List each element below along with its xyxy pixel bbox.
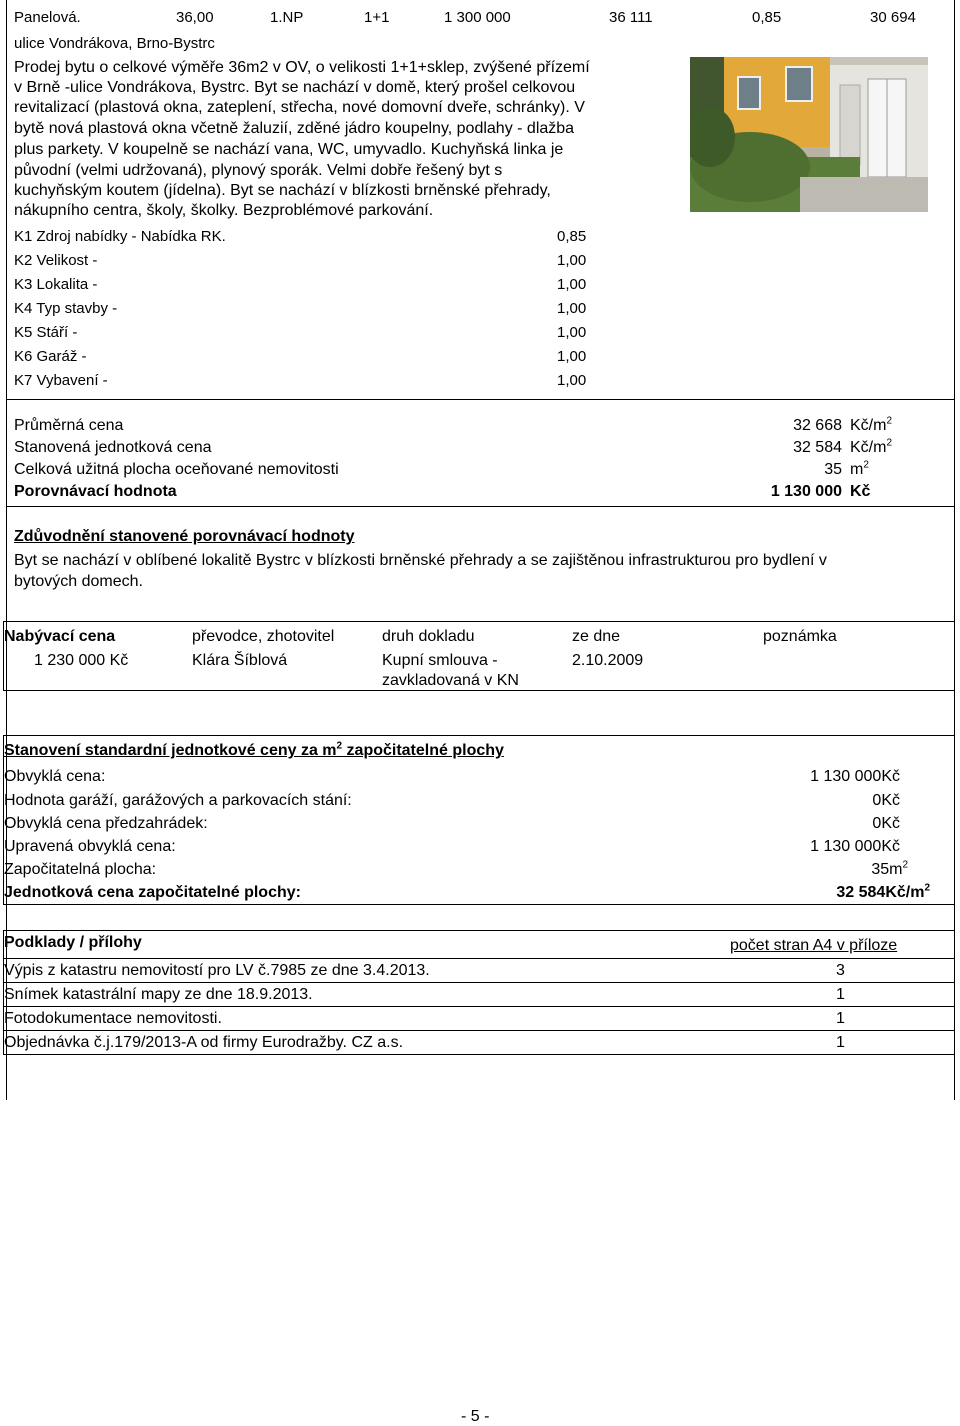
building-photo [690,57,928,212]
right-border [954,0,955,1100]
row-layout: 1+1 [364,9,390,26]
summary-unit: $Kč/m^2$ [850,437,893,456]
acq-who: Klára Šíblová [192,652,288,669]
summary-unit: $Kč/m^2$ [850,415,893,434]
summary-label: Průměrná cena [14,417,124,434]
standard-label: Obvyklá cena předzahrádek: [4,815,208,832]
coef-value: 1,00 [557,300,587,317]
summary-label: Celková užitná plocha oceňované nemovitosti [14,461,339,478]
standard-label: Upravená obvyklá cena: [4,838,176,855]
acq-doc: Kupní smlouva - [382,652,498,669]
coef-label: K6 Garáž - [14,348,87,365]
coef-value: 1,00 [557,252,587,269]
attachment-pages: 1 [836,1010,845,1027]
justification-text: Byt se nachází v oblíbené lokalitě Bystrc v blízkosti brněnské přehrady a se zajištěnou infrastrukturou pro bydlení v [14,552,827,569]
desc-line: v Brně -ulice Vondrákova, Bystrc. Byt se nachází v domě, který prošel celkovou [14,79,576,96]
row-coef: 0,85 [752,9,782,26]
acq-header-price: Nabývací cena [4,628,116,645]
standard-label: Započitatelná plocha: [4,861,157,878]
desc-line: Prodej bytu o celkové výměře 36m2 v OV, o velikosti 1+1+sklep, zvýšené přízemí [14,59,590,76]
acq-price: 1 230 000 Kč [34,652,129,669]
coef-label: K3 Lokalita - [14,276,98,293]
standard-value-total: 32 $584Kč/m^2$ [836,882,930,901]
attachment-label: Snímek katastrální mapy ze dne 18.9.2013. [4,986,313,1003]
summary-value: 32 584 [793,439,842,456]
listing-address: ulice Vondrákova, Brno-Bystrc [14,35,215,52]
desc-line: bytě nová plastová okna včetně žaluzií, zděné jádro koupelny, podlahy - dlažba [14,120,575,137]
coef-label: K4 Typ stavby - [14,300,118,317]
summary-label: Stanovená jednotková cena [14,439,212,456]
attachments-pages-header: počet stran A4 v příloze [730,937,898,954]
section-divider [6,399,955,400]
coef-label: K7 Vybavení - [14,372,108,389]
row-unit-price: 36 111 [609,9,653,26]
justification-title: Zdůvodnění stanovené porovnávací hodnoty [14,528,355,545]
summary-value: 32 668 [793,417,842,434]
desc-line: nákupního centra, školy, školky. Bezproblémové parkování. [14,202,434,219]
summary-value: 35 [824,461,842,478]
acq-doc: zavkladovaná v KN [382,672,519,689]
desc-line: původní (velmi udržovaná), plynový sporák. Velmi dobře řešený byt s [14,162,503,179]
acq-header-note: poznámka [763,628,837,645]
attachment-pages: 1 [836,986,845,1003]
acq-header-who: převodce, zhotovitel [192,628,335,645]
acq-date: 2.10.2009 [572,652,644,669]
standard-value: 0Kč [872,815,900,832]
attachments-header: Podklady / přílohy [4,934,142,951]
attachment-label: Fotodokumentace nemovitosti. [4,1010,222,1027]
acq-header-date: ze dne [572,628,621,645]
row-type: Panelová. [14,9,81,26]
coef-value: 1,00 [557,276,587,293]
row-adjusted-price: 30 694 [870,9,916,26]
attachment-label: Objednávka č.j.179/2013-A od firmy Eurodražby. CZ a.s. [4,1034,404,1051]
summary-unit-total: Kč [850,483,871,500]
standard-value: $35m^2$ [871,859,908,878]
standard-title: Stanovení standardní jednotkové ceny za $m^2$ započitatelné plochy [4,740,504,759]
attachment-pages: 3 [836,962,845,979]
row-floor: 1.NP [270,9,304,26]
coef-value: 1,00 [557,372,587,389]
attachment-label: Výpis z katastru nemovitostí pro LV č.7985 ze dne 3.4.2013. [4,962,430,979]
coef-label: K1 Zdroj nabídky - Nabídka RK. [14,228,226,245]
desc-line: kuchyňským koutem (jídelna). Byt se nachází v blízkosti brněnské přehrady, [14,182,551,199]
acq-header-doc: druh dokladu [382,628,475,645]
desc-line: revitalizací (plastová okna, zateplení, střecha, nové domovní dveře, schránky). V [14,99,585,116]
summary-label-total: Porovnávací hodnota [14,483,177,500]
coef-label: K2 Velikost - [14,252,98,269]
summary-unit: $m^2$ [850,459,869,478]
row-area: 36,00 [176,9,214,26]
row-price: 1 300 000 [444,9,511,26]
standard-label-total: Jednotková cena započitatelné plochy: [4,884,301,901]
standard-label: Hodnota garáží, garážových a parkovacích stání: [4,792,352,809]
coef-value: 1,00 [557,324,587,341]
standard-value: 0Kč [872,792,900,809]
justification-text: bytových domech. [14,573,143,590]
section-divider [6,506,955,507]
summary-value-total: 1 130 000 [770,483,842,500]
coef-value: 1,00 [557,348,587,365]
standard-value: 1 130 000Kč [810,838,900,855]
desc-line: plus parkety. V koupelně se nachází vana, WC, umyvadlo. Kuchyňská linka je [14,141,564,158]
attachment-pages: 1 [836,1034,845,1051]
standard-value: 1 130 000Kč [810,768,900,785]
page-number: - 5 - [461,1408,490,1425]
coef-label: K5 Stáří - [14,324,78,341]
coef-value: 0,85 [557,228,587,245]
standard-label: Obvyklá cena: [4,768,106,785]
